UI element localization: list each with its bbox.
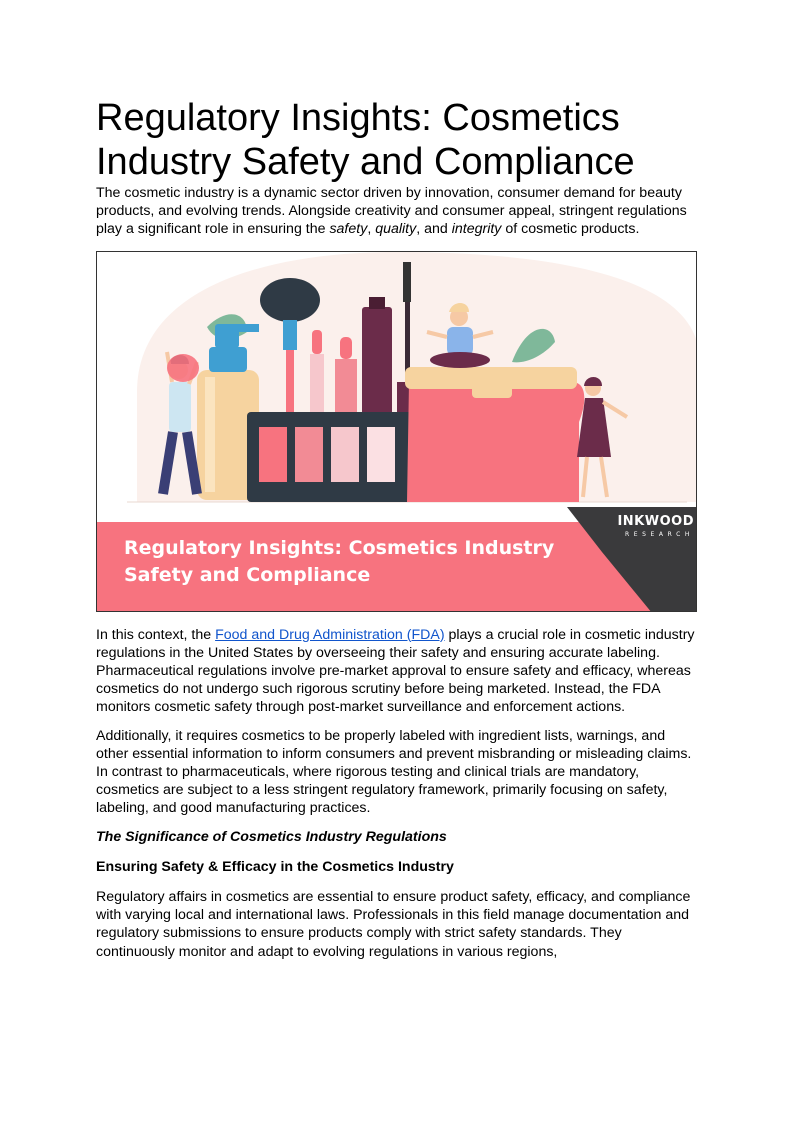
- intro-em-safety: safety: [329, 221, 368, 238]
- fda-link[interactable]: Food and Drug Administration (FDA): [215, 626, 445, 643]
- section-heading-significance: The Significance of Cosmetics Industry Regulations: [96, 828, 447, 845]
- intro-em-integrity: integrity: [451, 221, 502, 238]
- document-content: [96, 96, 698, 961]
- intro-paragraph: [96, 184, 698, 239]
- labeling-paragraph: Additionally, it requires cosmetics to be properly labeled with ingredient lists, warnings, and other essential information to inform consumers and prevent misbranding or misleading claims. In contrast to pharmaceuticals, where rigorous testing and clinical trials are mandatory, cosmetics are subject to a less stringent regulatory framework, primarily focusing on safety, labeling, and good manufacturing practices.: [96, 727, 692, 817]
- inkwood-logo: [604, 514, 694, 538]
- fda-text-before: In this context, the: [96, 626, 216, 643]
- banner-title: Regulatory Insights: Cosmetics Industry Safety and Compliance: [124, 536, 555, 586]
- subsection-heading-safety: Ensuring Safety & Efficacy in the Cosmetics Industry: [96, 858, 454, 875]
- regulatory-affairs-paragraph: Regulatory affairs in cosmetics are essential to ensure product safety, efficacy, and compliance with varying local and international laws. Professionals in this field manage documentation and regulatory submissions to ensure products comply with strict safety standards. They continuously monitor and adapt to evolving regulations in various regions,: [96, 889, 691, 960]
- intro-em-quality: quality: [375, 221, 417, 238]
- intro-text-1: The cosmetic industry is a dynamic sector driven by innovation, consumer demand for beauty products, and evolving trends. Alongside creativity and consumer appeal, stringent regulations play a significant role in ensuring the: [96, 185, 687, 238]
- fda-paragraph: [96, 626, 698, 717]
- fda-text-after: plays a crucial role in cosmetic industry regulations in the United States by overseeing their safety and ensuring accurate labeling. Pharmaceutical regulations involve pre-market approval to ensure safety and efficacy, whereas cosmetics do not undergo such rigorous scrutiny before being marketed. Instead, the FDA monitors cosmetic safety through post-market surveillance and enforcement actions.: [96, 626, 695, 716]
- intro-sep-1: ,: [367, 221, 376, 238]
- logo-sub: RESEARCH: [624, 530, 694, 538]
- banner-image: [96, 251, 697, 612]
- intro-sep-2: , and: [416, 221, 452, 238]
- page-title: Regulatory Insights: Cosmetics Industry Safety and Compliance: [96, 97, 635, 183]
- logo-name: INKWOOD: [617, 513, 694, 529]
- intro-text-2: of cosmetic products.: [501, 221, 640, 238]
